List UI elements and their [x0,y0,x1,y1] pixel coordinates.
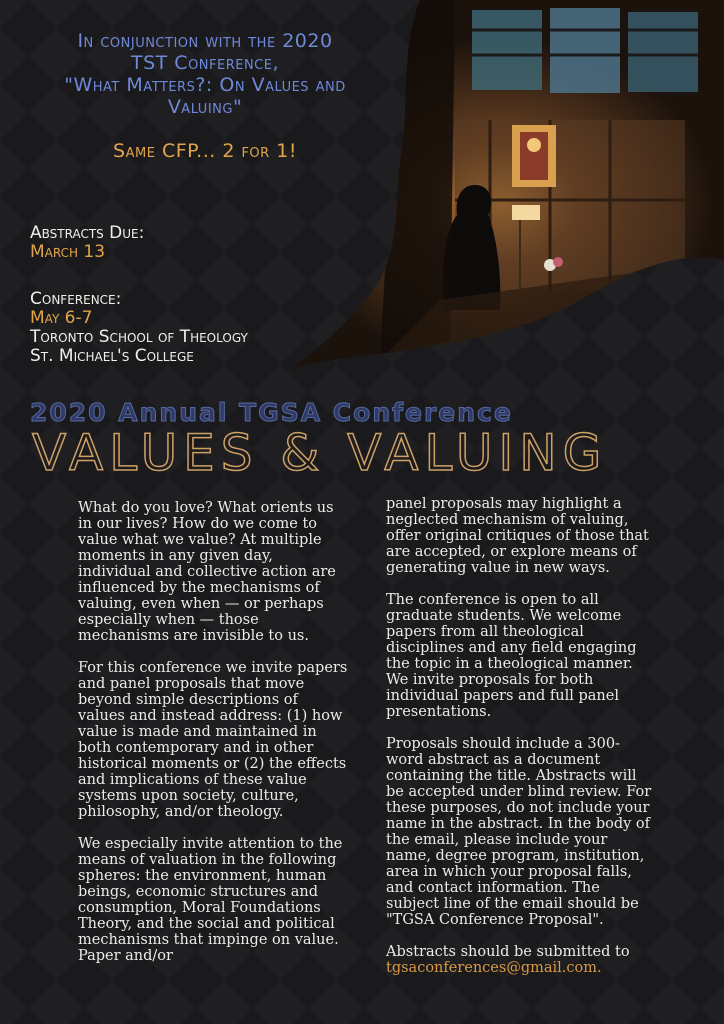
intro-line-3: "What Matters?: On Values and [64,74,346,96]
cfp-note: Same CFP... 2 for 1! [113,140,297,162]
body-paragraph: For this conference we invite papers and panel proposals that move beyond simple descriptions of values and instead address: (1) how value is made and maintained in both contemporary and in other historical moments or (2) the effects and implications of these value systems upon society, culture, philosophy, and/or theology. [78,660,348,820]
conference-label: Conference: [30,289,122,309]
conference-subtitle: 2020 Annual TGSA Conference [30,398,513,427]
conjunction-notice [40,30,370,162]
abstracts-due-block [30,224,144,262]
conference-title: VALUES & VALUING [32,424,608,482]
conference-block [30,290,248,366]
conference-location-1: Toronto School of Theology [30,327,248,347]
intro-line-4: Valuing" [167,96,243,118]
contact-email-link[interactable]: tgsaconferences@gmail.com. [386,960,602,976]
intro-line-1: In conjunction with the 2020 [77,30,333,52]
abstracts-due-label: Abstracts Due: [30,223,145,243]
conference-location-2: St. Michael's College [30,346,194,366]
conference-date: May 6-7 [30,308,93,328]
submission-paragraph [386,944,656,976]
body-column-right [386,496,656,992]
body-paragraph: We especially invite attention to the means of valuation in the following spheres: the environment, human beings, economic structures and consumption, Moral Foundations Theory, and the social and political mechanisms that impinge on value. Paper and/or [78,836,343,964]
body-paragraph: Proposals should include a 300-word abstract as a document containing the title. Abstracts will be accepted under blind review. For these purposes, do not include your name in the abstract. In the body of the email, please include your name, degree program, institution, area in which your proposal falls, and contact information. The subject line of the email should be "TGSA Conference Proposal". [386,736,652,928]
body-paragraph: What do you love? What orients us in our lives? How do we come to value what we value? At multiple moments in any given day, individual and collective action are influenced by the mechanisms of valuing, even when — or perhaps especially when — those mechanisms are invisible to us. [78,500,336,644]
submission-text: Abstracts should be submitted to [386,944,630,960]
body-paragraph: panel proposals may highlight a neglected mechanism of valuing, offer original critiques of those that are accepted, or explore means of generating value in new ways. [386,496,649,576]
abstracts-due-date: March 13 [30,242,106,262]
body-paragraph: The conference is open to all graduate students. We welcome papers from all theological disciplines and any field engaging the topic in a theological manner. We invite proposals for both individual papers and full panel presentations. [386,592,637,720]
body-column-left [78,500,348,980]
intro-line-2: TST Conference, [130,52,280,74]
